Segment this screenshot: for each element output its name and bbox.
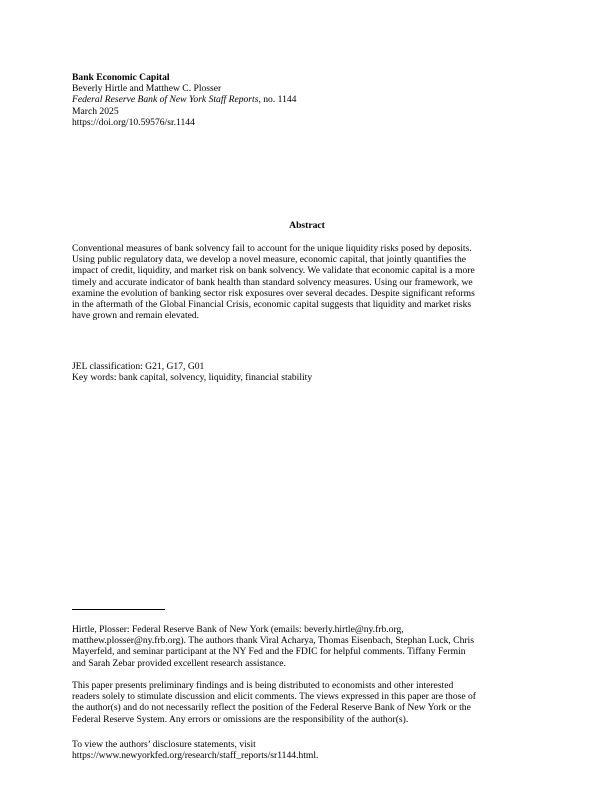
footnote-line: Mayerfeld, and seminar participant at the NY Fed and the FDIC for helpful comments. Tiffany Fermin bbox=[72, 646, 466, 658]
footnote-line: Federal Reserve System. Any errors or omissions are the responsibility of the author(s). bbox=[72, 713, 409, 725]
classification-block bbox=[72, 361, 542, 383]
abstract-line: examine the evolution of banking sector risk exposures over several decades. Despite significant reforms bbox=[72, 287, 475, 299]
footnote-line: This paper presents preliminary findings and is being distributed to economists and other interested bbox=[72, 680, 454, 691]
series-name: Federal Reserve Bank of New York Staff Reports bbox=[72, 94, 259, 106]
footnote-line: readers solely to stimulate discussion and elicit comments. The views expressed in this paper are those of bbox=[72, 691, 476, 703]
report-series bbox=[72, 94, 542, 105]
abstract-text bbox=[72, 243, 544, 321]
series-number: , no. 1144 bbox=[258, 94, 297, 106]
doi-link[interactable]: https://doi.org/10.59576/sr.1144 bbox=[72, 116, 195, 128]
footnote-line: and Sarah Zebar provided excellent research assistance. bbox=[72, 657, 286, 669]
abstract-line: impact of credit, liquidity, and market risk on bank solvency. We validate that economic capital is a more bbox=[72, 265, 475, 277]
footnote-line: To view the authors’ disclosure statements, visit bbox=[72, 739, 256, 750]
footnote-line: matthew.plosser@ny.frb.org). The authors thank Viral Acharya, Thomas Eisenbach, Stephan Luck, Chris bbox=[72, 635, 474, 647]
footnote-line: the author(s) and do not necessarily reflect the position of the Federal Reserve Bank of New York or the bbox=[72, 702, 471, 714]
disclosure-link[interactable]: https://www.newyorkfed.org/research/staff_reports/sr1144.html. bbox=[72, 750, 319, 762]
disclaimer-note bbox=[72, 680, 544, 725]
footnote-divider bbox=[72, 609, 165, 610]
abstract-line: have grown and remain elevated. bbox=[72, 310, 200, 322]
footnote-line: Hirtle, Plosser: Federal Reserve Bank of New York (emails: beverly.hirtle@ny.frb.org, bbox=[72, 624, 404, 635]
authors: Beverly Hirtle and Matthew C. Plosser bbox=[72, 83, 222, 95]
disclosure-note bbox=[72, 739, 544, 761]
author-affiliation-note bbox=[72, 624, 544, 669]
abstract-line: Using public regulatory data, we develop a novel measure, economic capital, that jointly quantifies the bbox=[72, 254, 467, 266]
abstract-line: Conventional measures of bank solvency fail to account for the unique liquidity risks posed by deposits. bbox=[72, 243, 472, 254]
abstract-line: timely and accurate indicator of bank health than standard solvency measures. Using our framework, we bbox=[72, 276, 473, 288]
paper-title: Bank Economic Capital bbox=[72, 72, 170, 83]
key-words: Key words: bank capital, solvency, liquidity, financial stability bbox=[72, 372, 313, 384]
jel-classification: JEL classification: G21, G17, G01 bbox=[72, 361, 205, 372]
publication-date: March 2025 bbox=[72, 105, 119, 117]
abstract-heading: Abstract bbox=[289, 220, 325, 231]
title-block bbox=[72, 72, 542, 128]
abstract-line: in the aftermath of the Global Financial Crisis, economic capital suggests that liquidity and market risks bbox=[72, 299, 472, 311]
